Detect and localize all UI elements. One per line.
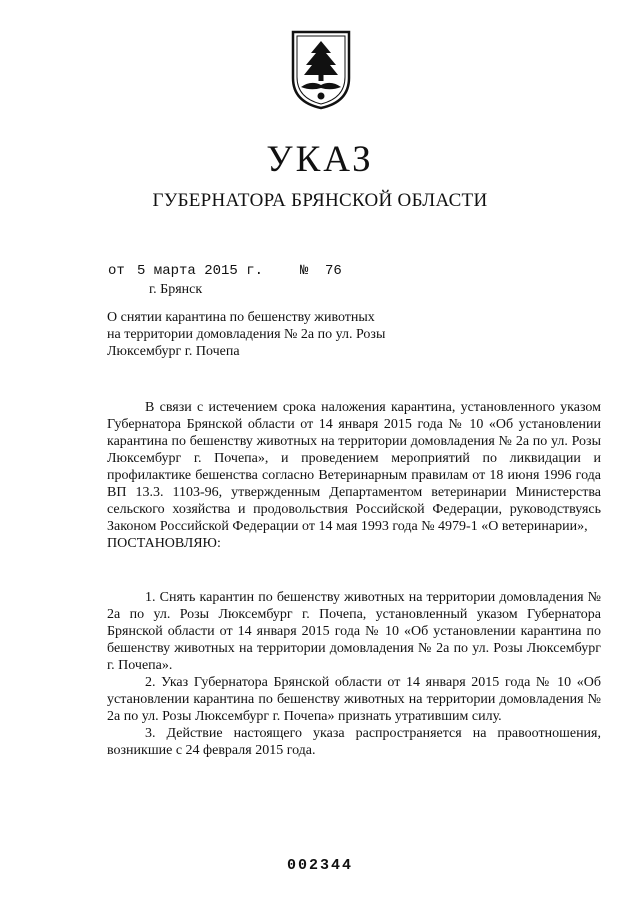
decree-word: ПОСТАНОВЛЯЮ: (107, 536, 221, 551)
date-prefix: от (108, 263, 125, 279)
subject-line: О снятии карантина по бешенству животных (107, 310, 375, 325)
preamble-text: В связи с истечением срока наложения карантина, установленного указом Губернатора Брянской области от 14 января 2015 года № 10 «Об установлении карантина по бешенству животных на территории домовладения № 2а по ул. Розы Люксембург г. Почепа», и проведением мероприятий по ликвидации и профилактике бешенства согласно Ветеринарным правилам от 18 июня 1996 года ВП 13.3. 1103-96, утвержденным Департаментом ветеринарии Министерства сельского хозяйства и продовольствия Российской Федерации, руководствуясь Законом Российской Федерации от 14 мая 1993 года № 4979-1 «О ветеринарии», (107, 400, 601, 534)
decree-item: 2. Указ Губернатора Брянской области от 14 января 2015 года № 10 «Об установлении карантина по бешенству животных на территории домовладения № 2а по ул. Розы Люксембург г. Почепа» признать утратившим силу. (107, 675, 601, 724)
decree-item: 3. Действие настоящего указа распространяется на правоотношения, возникшие с 24 февраля 2015 года. (107, 726, 601, 758)
subject-line: на территории домовладения № 2а по ул. Розы (107, 327, 386, 342)
serial-number: 002344 (286, 857, 353, 874)
decree-city: г. Брянск (149, 282, 203, 297)
number-sign: № (300, 263, 309, 279)
decree-subject (107, 309, 427, 360)
issuer-title: ГУБЕРНАТОРА БРЯНСКОЙ ОБЛАСТИ (152, 190, 488, 211)
decree-date: 5 марта 2015 г. (137, 263, 264, 279)
coat-of-arms-icon (291, 30, 351, 110)
decree-item: 1. Снять карантин по бешенству животных на территории домовладения № 2а по ул. Розы Люксембург г. Почепа, установленный указом Губернатора Брянской области от 14 января 2015 года № 10 «Об установлении карантина по бешенству животных на территории домовладения № 2а по ул. Розы Люксембург г. Почепа». (107, 590, 601, 673)
decree-items (107, 589, 601, 759)
preamble (107, 399, 601, 552)
document-title: УКАЗ (266, 139, 374, 180)
subject-line: Люксембург г. Почепа (107, 344, 240, 359)
decree-number: 76 (325, 263, 342, 279)
